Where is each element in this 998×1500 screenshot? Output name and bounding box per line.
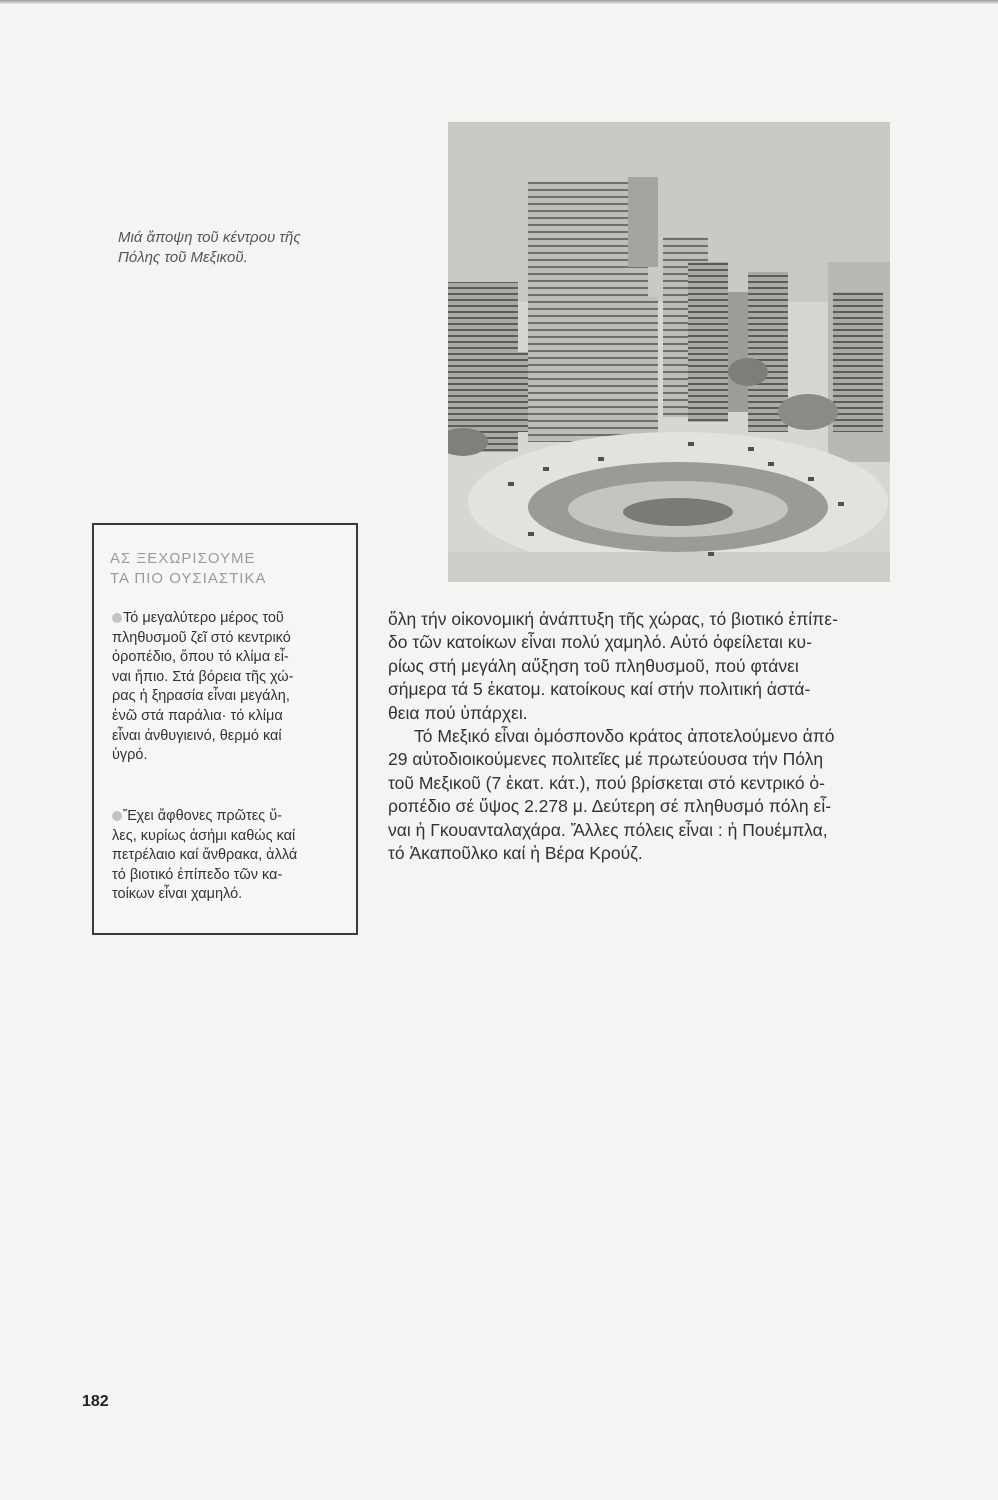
bullet-line: εἶναι ἀνθυγιεινό, θερμό καί: [112, 727, 282, 744]
text-line: θεια πού ὑπάρχει.: [388, 702, 528, 723]
bullet-line: ναι ἤπιο. Στά βόρεια τῆς χώ-: [112, 668, 294, 685]
bullet-line: ὀροπέδιο, ὅπου τό κλίμα εἶ-: [112, 649, 289, 666]
summary-bullet-climate: [112, 609, 350, 766]
paragraph-federation: [388, 725, 978, 865]
summary-title: [110, 549, 266, 589]
paragraph-economy: [388, 608, 978, 725]
bullet-line: ἐνῶ στά παράλια· τό κλίμα: [112, 707, 283, 724]
text-line: τοῦ Μεξικοῦ (7 ἑκατ. κάτ.), πού βρίσκεται στό κεντρικό ὀ-: [388, 772, 825, 793]
city-center-photo: [448, 122, 890, 582]
bullet-line: πληθυσμοῦ ζεῖ στό κεντρικό: [112, 629, 291, 646]
main-text: [388, 608, 978, 865]
photo-caption: [118, 228, 378, 268]
bullet-line: ὑγρό.: [112, 747, 148, 764]
photo-illustration: [448, 122, 890, 582]
bullet-line: τοίκων εἶναι χαμηλό.: [112, 886, 243, 903]
bullet-line: πετρέλαιο καί ἄνθρακα, ἀλλά: [112, 847, 298, 864]
bullet-line: τό βιοτικό ἐπίπεδο τῶν κα-: [112, 866, 283, 883]
text-line: ρίως στή μεγάλη αὔξηση τοῦ πληθυσμοῦ, πού φτάνει: [388, 655, 799, 676]
summary-title-line: ΑΣ ΞΕΧΩΡΙΣΟΥΜΕ: [110, 550, 256, 567]
text-line: ροπέδιο σέ ὕψος 2.278 μ. Δεύτερη σέ πληθυσμό πόλη εἶ-: [388, 796, 832, 817]
top-edge-rule: [0, 0, 998, 4]
text-line: σήμερα τά 5 ἑκατομ. κατοίκους καί στήν πολιτική ἀστά-: [388, 679, 811, 700]
summary-bullet-resources: [112, 807, 350, 905]
page-number: 182: [82, 1393, 109, 1410]
bullet-dot-icon: [112, 811, 122, 821]
text-line: τό Ἀκαποῦλκο καί ἡ Βέρα Κρούζ.: [388, 843, 643, 864]
summary-title-line: ΤΑ ΠΙΟ ΟΥΣΙΑΣΤΙΚΑ: [110, 570, 267, 587]
text-line: ὅλη τήν οἰκονομική ἀνάπτυξη τῆς χώρας, τό βιοτικό ἐπίπε-: [388, 609, 838, 629]
caption-line: Πόλης τοῦ Μεξικοῦ.: [118, 249, 248, 266]
bullet-line: ρας ἡ ξηρασία εἶναι μεγάλη,: [112, 688, 290, 705]
summary-box: [92, 523, 358, 935]
bullet-dot-icon: [112, 613, 122, 623]
caption-line: Μιά ἄποψη τοῦ κέντρου τῆς: [118, 229, 301, 246]
bullet-line: Ἔχει ἄφθονες πρῶτες ὕ-: [123, 808, 282, 824]
text-line: ναι ἡ Γκουανταλαχάρα. Ἄλλες πόλεις εἶναι : ἡ Πουέμπλα,: [388, 819, 828, 840]
bullet-line: λες, κυρίως ἀσήμι καθώς καί: [112, 827, 296, 844]
bullet-line: Τό μεγαλύτερο μέρος τοῦ: [123, 610, 284, 626]
text-line: δο τῶν κατοίκων εἶναι πολύ χαμηλό. Αὐτό ὀφείλεται κυ-: [388, 632, 812, 653]
text-line: 29 αὐτοδιοικούμενες πολιτεῖες μέ πρωτεύουσα τήν Πόλη: [388, 749, 824, 770]
text-line: Τό Μεξικό εἶναι ὁμόσπονδο κράτος ἀποτελούμενο ἀπό: [414, 726, 835, 747]
